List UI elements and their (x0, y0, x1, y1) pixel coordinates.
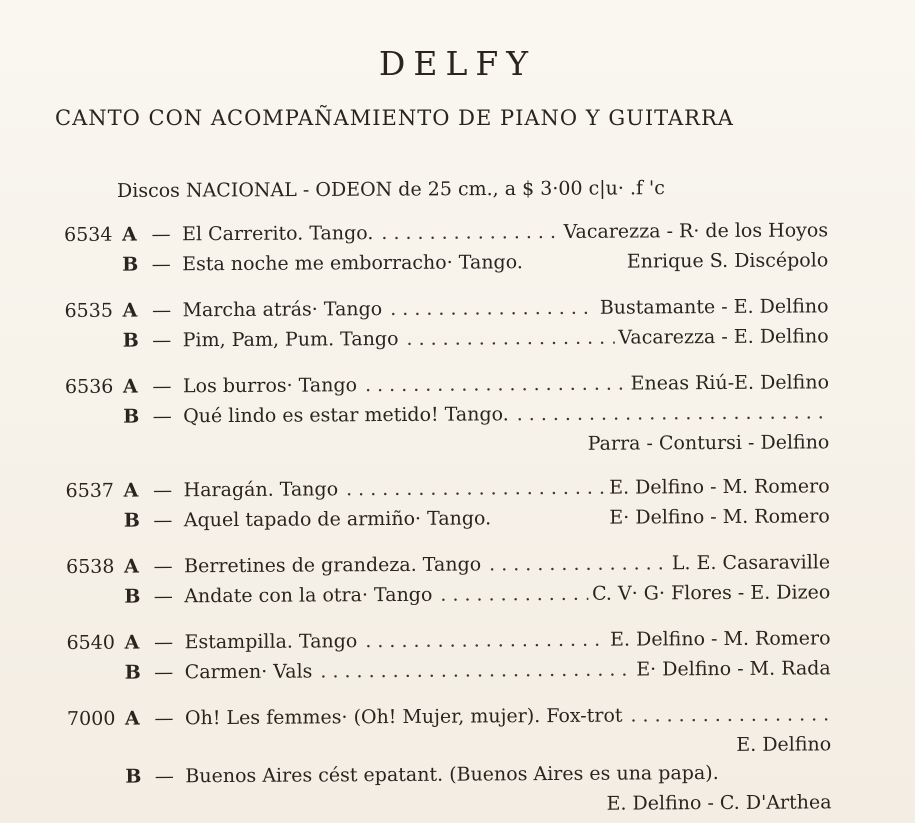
dot-leader (513, 401, 830, 425)
track-side: A (121, 223, 137, 246)
dash-separator: — (154, 661, 174, 684)
dash-separator: — (153, 555, 173, 578)
track-title: Aquel tapado de armiño· Tango. (183, 507, 492, 532)
track-credits-continued: E. Delfino (736, 733, 832, 756)
track-side: B (125, 765, 142, 788)
track-row (67, 657, 831, 692)
track-row (66, 475, 830, 510)
record-entry (66, 551, 830, 616)
track-title: Marcha atrás· Tango (182, 298, 383, 322)
track-credits: L. E. Casaraville (671, 551, 831, 575)
track-title: Carmen· Vals (184, 660, 313, 684)
dot-leader (361, 629, 606, 652)
dot-leader (316, 659, 632, 683)
dot-leader (485, 552, 668, 575)
track-credits: E. Delfino - M. Romero (610, 627, 831, 651)
record-number: 6537 (65, 479, 115, 502)
track-side: B (123, 405, 140, 428)
track-credits: Eneas Riú-E. Delfino (630, 371, 830, 395)
track-credits-continued: E. Delfino - C. D'Arthea (606, 791, 832, 815)
dash-separator: — (153, 631, 174, 654)
dot-leader (436, 583, 588, 606)
dash-separator: — (153, 479, 173, 502)
track-side: B (124, 661, 141, 684)
track-row (67, 761, 831, 796)
track-row (67, 703, 831, 738)
track-row (64, 219, 828, 254)
dash-separator: — (151, 299, 172, 322)
track-credits: E. Delfino - M. Romero (609, 475, 830, 499)
track-title: Berretines de grandeza. Tango (184, 553, 482, 578)
record-number: 6534 (64, 223, 113, 246)
track-row (66, 627, 830, 662)
record-entry (66, 475, 830, 540)
record-entry (67, 703, 832, 823)
record-number: 6538 (66, 555, 115, 578)
track-title: Esta noche me emborracho· Tango. (182, 251, 523, 276)
track-credits-continued: Parra - Contursi - Delfino (587, 431, 830, 455)
dash-separator: — (154, 765, 174, 788)
track-side: B (122, 329, 139, 352)
track-row (66, 505, 830, 540)
track-row (65, 325, 829, 360)
record-entry (66, 627, 830, 692)
track-side: A (124, 631, 140, 654)
page-subtitle: CANTO CON ACOMPAÑAMIENTO DE PIANO Y GUITARRA (55, 106, 734, 130)
dot-leader (402, 327, 614, 350)
track-side: B (123, 509, 140, 532)
dot-leader (342, 477, 605, 501)
track-side: A (122, 299, 138, 322)
record-entry (65, 371, 830, 464)
page-title: DELFY (378, 44, 537, 83)
dash-separator: — (153, 509, 173, 532)
dot-leader (386, 297, 596, 320)
record-entry (64, 295, 828, 360)
track-row (66, 551, 830, 586)
dot-leader (626, 703, 831, 726)
track-credits: E· Delfino - M. Rada (636, 657, 831, 681)
track-title: Pim, Pam, Pum. Tango (182, 327, 399, 352)
track-row (64, 249, 828, 284)
record-list (64, 219, 832, 823)
dash-separator: — (154, 707, 174, 730)
record-number: 6536 (64, 375, 114, 398)
dash-separator: — (151, 253, 171, 276)
track-credits: Bustamante - E. Delfino (599, 295, 829, 319)
track-credits: Vacarezza - E. Delfino (618, 325, 829, 349)
dash-separator: — (153, 585, 173, 608)
track-title: Andate con la otra· Tango (184, 583, 433, 608)
track-side: A (124, 555, 139, 578)
track-row (65, 401, 829, 436)
dot-leader (361, 373, 627, 397)
track-credits: Enrique S. Discépolo (626, 249, 829, 273)
track-side: B (122, 253, 139, 276)
track-credits: C. V· G· Flores - E. Dizeo (591, 581, 831, 605)
track-title: Estampilla. Tango (184, 630, 358, 654)
dash-separator: — (152, 405, 172, 428)
track-title: Haragán. Tango (183, 478, 339, 502)
track-title: Qué lindo es estar metido! Tango. (183, 403, 509, 428)
track-row (66, 581, 830, 616)
pricing-line: Discos NACIONAL - ODEON de 25 cm., a $ 3·00 c|u· .f 'c (116, 177, 665, 202)
track-title: Oh! Les femmes· (Oh! Mujer, mujer). Fox-trot (184, 704, 623, 730)
record-number: 6540 (66, 631, 115, 654)
track-title: Los burros· Tango (182, 374, 358, 398)
track-side: B (124, 585, 141, 608)
record-number: 7000 (66, 707, 116, 730)
track-side: A (122, 375, 138, 398)
track-row (65, 371, 829, 406)
track-credits: E· Delfino - M. Romero (609, 505, 830, 529)
track-side: A (123, 479, 139, 502)
record-number: 6535 (64, 299, 113, 322)
track-side: A (124, 707, 140, 730)
track-title: Buenos Aires cést epatant. (Buenos Aires es una papa). (185, 762, 719, 788)
track-title: El Carrerito. Tango. (181, 222, 374, 246)
dot-leader (377, 221, 559, 244)
dash-separator: — (152, 329, 172, 352)
record-entry (64, 219, 828, 284)
track-credits: Vacarezza - R· de los Hoyos (563, 219, 829, 243)
dash-separator: — (151, 223, 171, 246)
dash-separator: — (152, 375, 172, 398)
track-row (64, 295, 828, 330)
